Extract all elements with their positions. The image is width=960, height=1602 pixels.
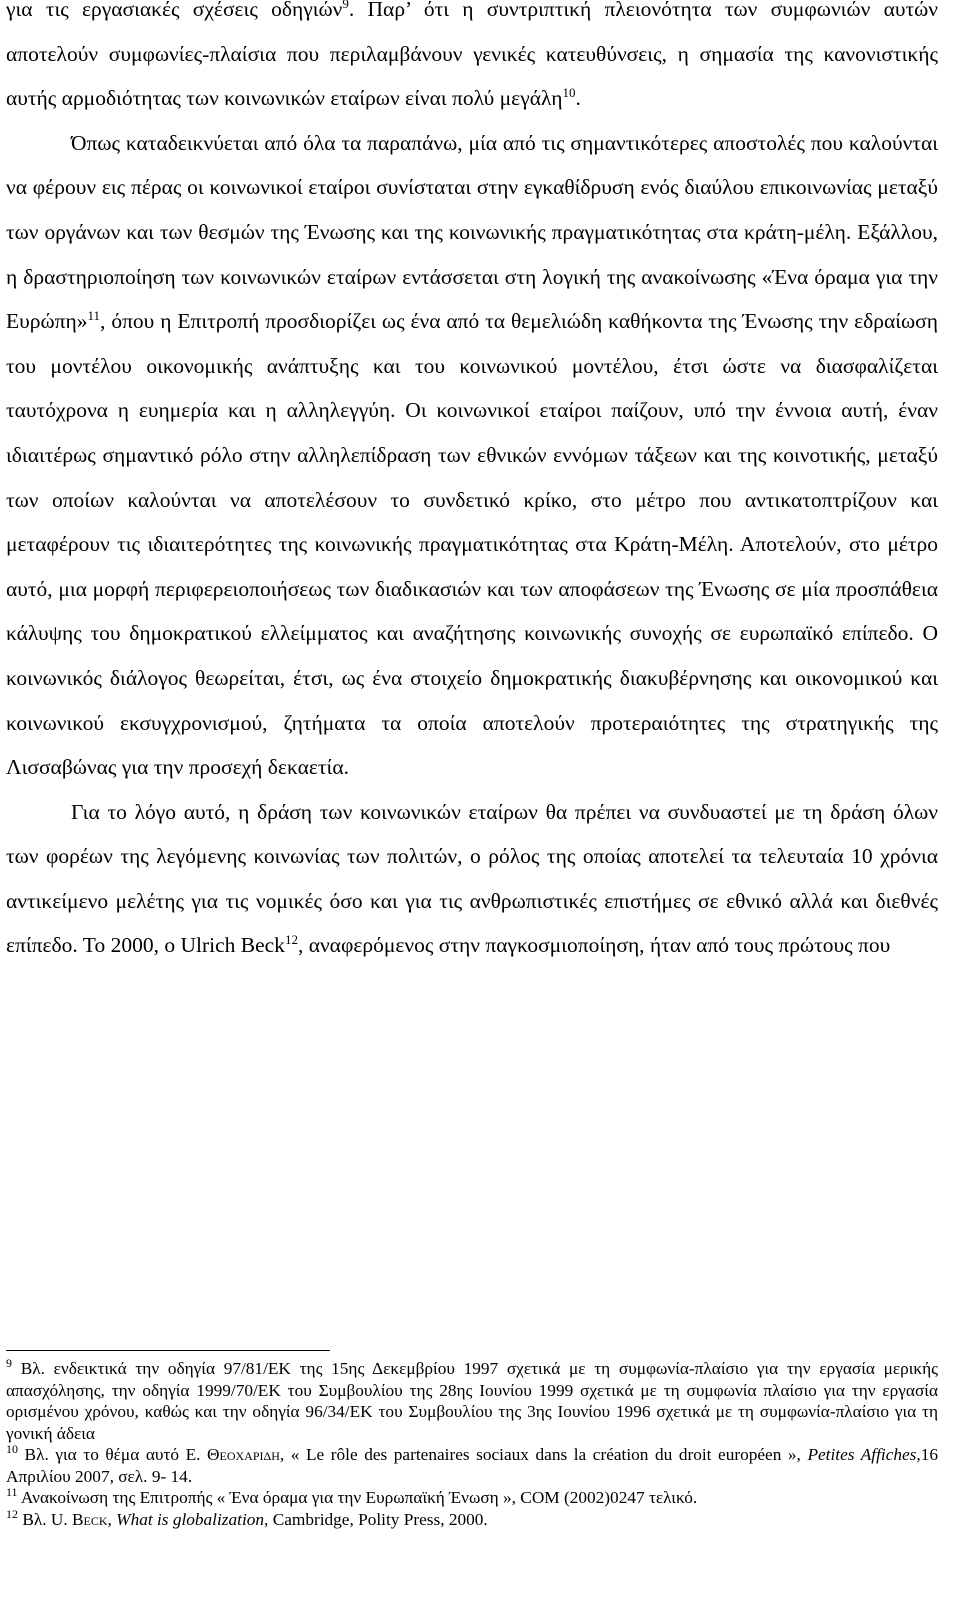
footnote-book-title: What is globalization: [116, 1509, 265, 1529]
footnote-text-post: , Cambridge, Polity Press, 2000.: [264, 1509, 488, 1529]
paragraph-3: [6, 790, 938, 968]
footnote-text-pre: Βλ. για το θέμα αυτό Ε.: [18, 1445, 208, 1464]
footnote-ref-10[interactable]: 10: [562, 85, 576, 101]
paragraph-2: [6, 121, 938, 790]
footnote-text: Βλ. ενδεικτικά την οδηγία 97/81/ΕΚ της 15ης Δεκεμβρίου 1997 σχετικά με τη συμφωνία-πλαίσιο για την εργασία μερικής απασχόλησης, την οδηγία 1999/70/ΕΚ του Συμβουλίου της 28ης Ιουνίου 1999 σχετικά με τη συμφωνία πλαίσιο για την εργασία ορισμένου χρόνου, καθώς και την οδηγία 96/34/ΕΚ του Συμβουλίου της 3ης Ιουνίου 1996 σχετικά με τη συμφωνία-πλαίσιο για τη γονική άδεια: [6, 1359, 938, 1443]
footnote-11: [6, 1487, 938, 1509]
footnotes-section: [6, 1358, 938, 1530]
footnote-author: Beck: [72, 1509, 108, 1529]
footnote-number: 11: [6, 1485, 18, 1500]
footnote-number: 10: [6, 1442, 18, 1457]
footnote-text: Ανακοίνωση της Επιτροπής « Ένα όραμα για την Ευρωπαϊκή Ένωση », COM (2002)0247 τελικό.: [17, 1488, 698, 1507]
paragraph-3-text-b: , αναφερόμενος στην παγκοσμιοποίηση, ήταν από τους πρώτους που: [297, 933, 891, 958]
paragraph-2-text-a: Όπως καταδεικνύεται από όλα τα παραπάνω, μία από τις σημαντικότερες αποστολές που καλούνται να φέρουν εις πέρας οι κοινωνικοί εταίροι συνίσταται στην εγκαθίδρυση ενός διαύλου επικοινωνίας μεταξύ των οργάνων και των θεσμών της Ένωσης και της κοινωνικής πραγματικότητας στα κράτη-μέλη. Εξάλλου, η δραστηριοποίηση των κοινωνικών εταίρων εντάσσεται στη λογική της ανακοίνωσης «Ένα όραμα για την Ευρώπη»: [6, 130, 938, 334]
footnote-ref-12[interactable]: 12: [284, 932, 298, 948]
footnote-10: [6, 1444, 938, 1487]
footnote-number: 12: [6, 1506, 18, 1521]
footnote-publication-title: Petites Affiches,: [807, 1445, 921, 1464]
footnote-separator: [6, 1350, 330, 1351]
paragraph-1: [6, 0, 938, 121]
footnote-text-mid: , « Le rôle des partenaires sociaux dans la création du droit européen »,: [279, 1445, 808, 1464]
paragraph-1-text-c: .: [575, 86, 581, 111]
footnote-text-post: 16 Απριλίου 2007, σελ. 9- 14.: [6, 1445, 938, 1486]
footnote-text-mid: ,: [107, 1509, 117, 1529]
main-body-text: [6, 0, 938, 968]
footnote-number: 9: [6, 1356, 12, 1371]
footnote-ref-9[interactable]: 9: [342, 0, 349, 11]
paragraph-1-text-b: . Παρ’ ότι η συντριπτική πλειονότητα των συμφωνιών αυτών αποτελούν συμφωνίες-πλαίσια που περιλαμβάνουν γενικές κατευθύνσεις, η σημασία της κανονιστικής αυτής αρμοδιότητας των κοινωνικών εταίρων είναι πολύ μεγάλη: [6, 0, 939, 111]
paragraph-3-text-a: Για το λόγο αυτό, η δράση των κοινωνικών εταίρων θα πρέπει να συνδυαστεί με τη δράση όλων των φορέων της λεγόμενης κοινωνίας των πολιτών, ο ρόλος της οποίας αποτελεί τα τελευταία 10 χρόνια αντικείμενο μελέτης για τις νομικές όσο και για τις ανθρωπιστικές επιστήμες σε εθνικό αλλά και διεθνές επίπεδο. Το 2000, ο Ulrich Beck: [6, 799, 938, 958]
paragraph-2-text-b: , όπου η Επιτροπή προσδιορίζει ως ένα από τα θεμελιώδη καθήκοντα της Ένωσης την εδραίωση του μοντέλου οικονομικής ανάπτυξης και του κοινωνικού μοντέλου, έτσι ώστε να διασφαλίζεται ταυτόχρονα η ευημερία και η αλληλεγγύη. Οι κοινωνικοί εταίροι παίζουν, υπό την έννοια αυτή, έναν ιδιαιτέρως σημαντικό ρόλο στην αλληλεπίδραση των εθνικών εννόμων τάξεων και της κοινοτικής, μεταξύ των οποίων καλούνται να αποτελέσουν το συνδετικό κρίκο, στο μέτρο που αντικατοπτρίζουν και μεταφέρουν τις ιδιαιτερότητες της κοινωνικής πραγματικότητας στα Κράτη-Μέλη. Αποτελούν, στο μέτρο αυτό, μια μορφή περιφερειοποιήσεως των διαδικασιών και των αποφάσεων της Ένωσης σε μία προσπάθεια κάλυψης του δημοκρατικού ελλείμματος και αναζήτησης κοινωνικής συνοχής σε ευρωπαϊκό επίπεδο. Ο κοινωνικός διάλογος θεωρείται, έτσι, ως ένα στοιχείο δημοκρατικής διακυβέρνησης και οικονομικού και κοινωνικού εκσυγχρονισμού, ζητήματα τα οποία αποτελούν προτεραιότητες της στρατηγικής της Λισσαβώνας για την προσεχή δεκαετία.: [6, 309, 938, 780]
paragraph-1-text-a: για τις εργασιακές σχέσεις οδηγιών: [6, 0, 343, 21]
footnote-9: [6, 1358, 938, 1444]
footnote-ref-11[interactable]: 11: [87, 308, 101, 323]
footnote-12: [6, 1506, 938, 1531]
footnote-author: Θεοχαριδη: [207, 1445, 280, 1464]
footnote-text-pre: Βλ. U.: [18, 1509, 72, 1529]
